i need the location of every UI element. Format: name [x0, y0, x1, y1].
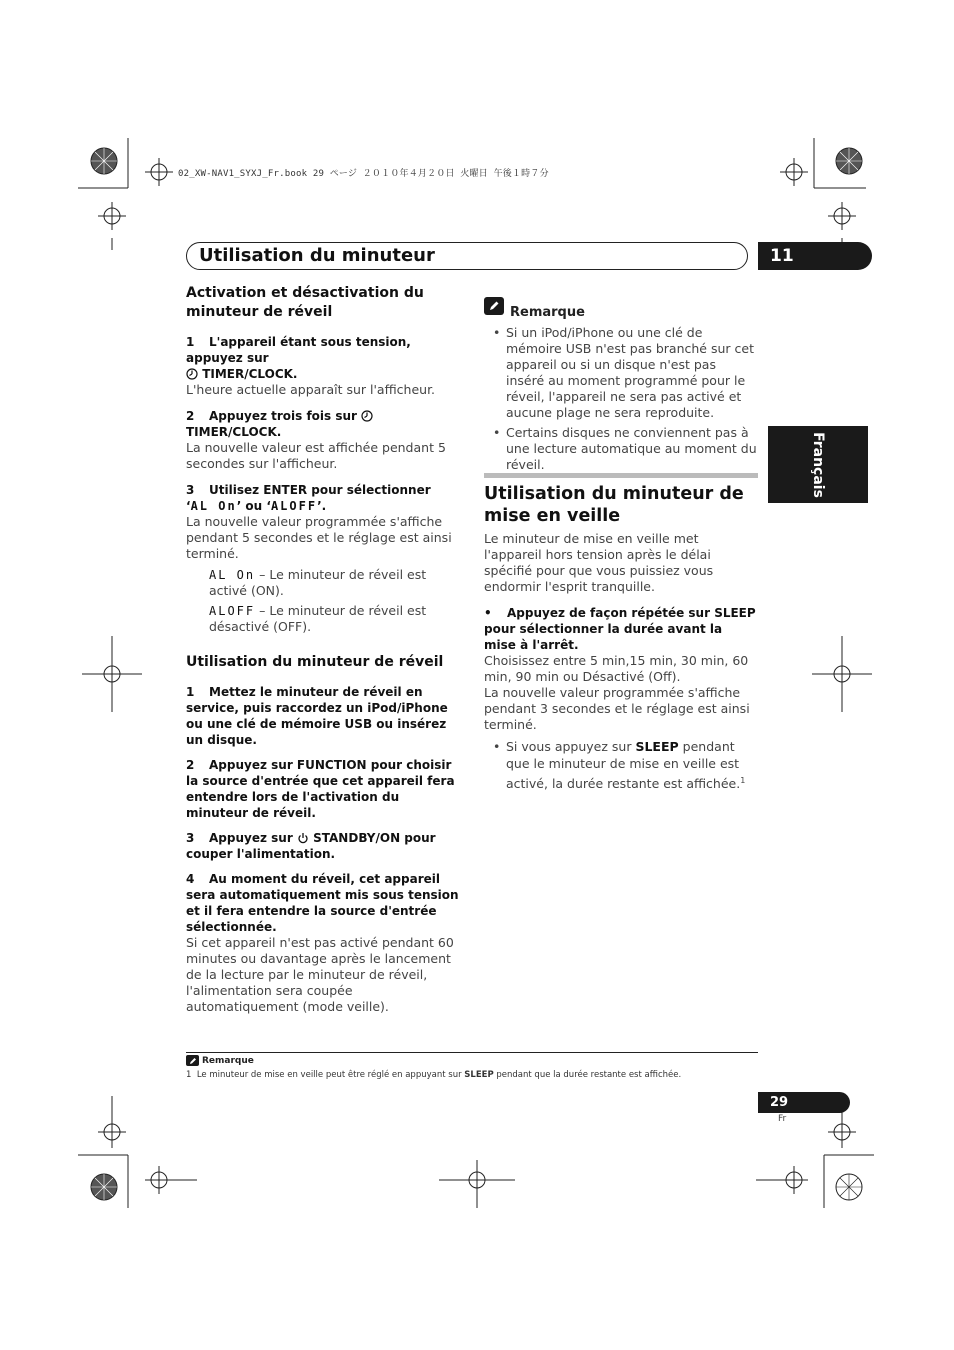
section-heading: Utilisation du minuteur de réveil — [186, 654, 444, 670]
list-item: • Certains disques ne conviennent pas à une lecture automatique au moment du réveil. — [493, 425, 757, 472]
timer-icon — [361, 410, 373, 422]
step: 2 Appuyez sur FUNCTION pour choisir la source d'entrée que cet appareil fera entendre lors de l'activation du minuteur de réveil. — [186, 758, 455, 820]
chapter-number: 11 — [758, 242, 872, 270]
intro-text: Le minuteur de mise en veille met l'appareil hors tension après le délai spécifié pour que vous puissiez vous endormir l'esprit tranquille. — [484, 531, 714, 594]
page-language: Fr — [778, 1114, 787, 1124]
lcd-text: ALOFF — [270, 499, 318, 513]
footnote-ref: 1 — [740, 776, 746, 785]
list-item: • Si vous appuyez sur SLEEP pendant que le minuteur de mise en veille est activé, la durée restante est affichée.$^1$ — [493, 739, 746, 792]
step: 4 Au moment du réveil, cet appareil sera automatiquement mis sous tension et il fera entendre la source d'entrée sélectionnée. — [186, 872, 459, 934]
option-on: AL On – Le minuteur de réveil est activé (ON). — [209, 567, 427, 598]
step: 2 Appuyez trois fois sur TIMER/CLOCK. — [186, 408, 460, 440]
language-tab: Français — [768, 426, 868, 503]
print-header: 02_XW-NAV1_SYXJ_Fr.book 29 ページ ２０１０年４月２０日 火曜日 午後１時７分 — [178, 169, 549, 179]
timer-icon — [186, 368, 198, 380]
lcd-text: AL On — [190, 499, 237, 513]
option-off: ALOFF – Le minuteur de réveil est désactivé (OFF). — [209, 603, 427, 634]
step-description: Choisissez entre 5 min,15 min, 30 min, 60 min, 90 min ou Désactivé (Off). — [484, 653, 749, 684]
lcd-text: ALOFF — [209, 604, 256, 618]
section-heading: Utilisation du minuteur de mise en veille — [484, 484, 744, 526]
pencil-icon — [186, 1055, 199, 1066]
step-description: La nouvelle valeur est affichée pendant 5 secondes sur l'afficheur. — [186, 440, 446, 471]
pencil-icon — [484, 297, 504, 315]
page-title: Utilisation du minuteur — [199, 245, 435, 266]
section-divider — [484, 473, 758, 478]
step: 1 Mettez le minuteur de réveil en service, puis raccordez un iPod/iPhone ou une clé de mémoire USB ou insérez un disque. — [186, 685, 448, 747]
step-description: La nouvelle valeur programmée s'affiche pendant 3 secondes et le réglage est ainsi terminé. — [484, 685, 750, 732]
step: 3 Appuyez sur STANDBY/ON pour couper l'alimentation. — [186, 831, 436, 861]
step-description: L'heure actuelle apparaît sur l'afficheur. — [186, 382, 436, 397]
left-column — [186, 284, 460, 1015]
step: • Appuyez de façon répétée sur SLEEP pour sélectionner la durée avant la mise à l'arrêt. — [484, 606, 756, 652]
lcd-text: AL On — [209, 568, 256, 582]
step-description: La nouvelle valeur programmée s'affiche pendant 5 secondes et le réglage est ainsi terminé. — [186, 514, 452, 561]
section-heading: Activation et désactivation du minuteur de réveil — [186, 285, 424, 320]
step: 1 L'appareil étant sous tension, appuyez sur TIMER/CLOCK. — [186, 335, 411, 381]
note-heading: Remarque — [484, 291, 758, 321]
footnote-rule — [186, 1052, 758, 1053]
right-column — [484, 291, 758, 473]
step-description: Si cet appareil n'est pas activé pendant 60 minutes ou davantage après le lancement de la lecture par le minuteur de réveil, l'alimentation sera coupée automatiquement (mode veille). — [186, 935, 454, 1014]
footnote-heading: Remarque — [186, 1055, 254, 1066]
page-number: 29 — [758, 1092, 850, 1113]
step: 3 Utilisez ENTER pour sélectionner ‘AL On’ ou ‘ALOFF’. — [186, 483, 431, 513]
list-item: • Si un iPod/iPhone ou une clé de mémoire USB n'est pas branché sur cet appareil ou si un disque n'est pas inséré au moment programmé pour le réveil, l'appareil ne sera pas activé et aucune plage ne sera reproduite. — [493, 325, 754, 420]
footnote-text: 1 Le minuteur de mise en veille peut être réglé en appuyant sur SLEEP pendant que la durée restante est affichée. — [186, 1070, 682, 1080]
power-icon — [297, 832, 309, 844]
right-column-section — [484, 483, 758, 792]
